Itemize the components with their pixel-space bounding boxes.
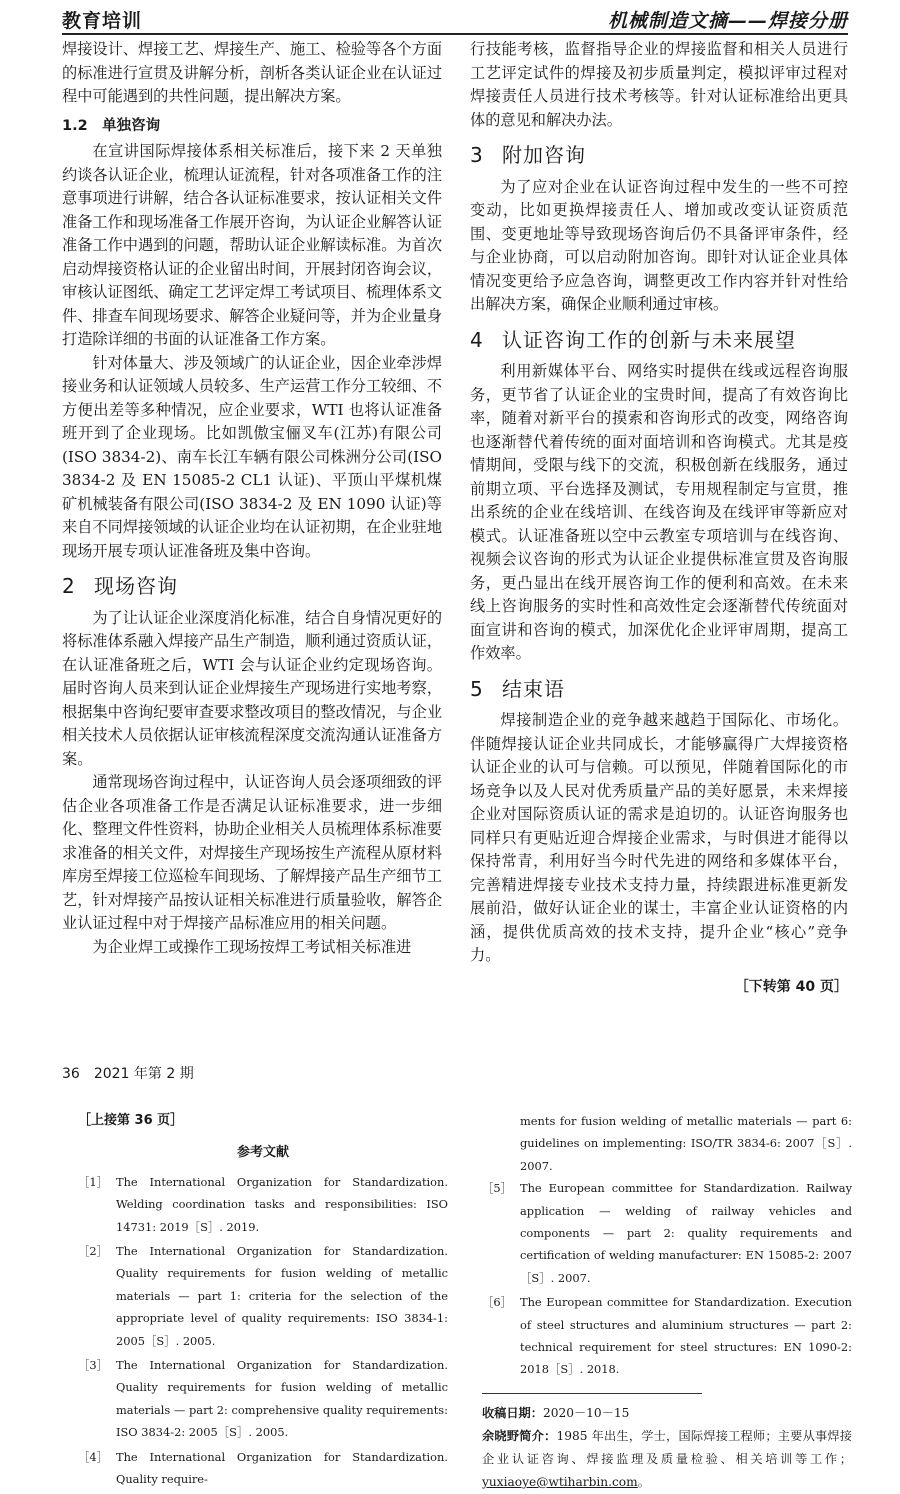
author-bio <box>482 1425 852 1494</box>
continued-from-note: ［上接第 36 页］ <box>78 1113 184 1128</box>
reference-text: The European committee for Standardization. Execution of steel structures and aluminium structures — part 2: technical requirement for steel structures: EN 1090-2: 2018［S］. 2018. <box>520 1295 852 1377</box>
section-number: 5 <box>470 676 484 701</box>
section-heading-5 <box>470 678 848 702</box>
subsection-heading-1-2: 1.2 单独咨询 <box>62 117 161 134</box>
reference-continuation: ments for fusion welding of metallic materials — part 6: guidelines on implementing: ISO/TR 3834-6: 2007［S］. 2007. <box>520 1114 852 1173</box>
reference-number: ［2］ <box>78 1244 109 1259</box>
author-email[interactable]: yuxiaoye@wtiharbin.com <box>482 1474 638 1489</box>
reference-number: ［4］ <box>78 1449 109 1464</box>
section-heading-3 <box>470 144 848 168</box>
section-number: 2 <box>62 574 76 598</box>
reference-number: ［5］ <box>482 1181 513 1196</box>
reference-text: The European committee for Standardization. Railway application — welding of railway vehicles and components — part 2: quality requirements and certification of welding manufacturer: EN 15085-2: 2007［S］. 2007. <box>520 1181 852 1285</box>
references-left <box>78 1110 448 1493</box>
author-end: 。 <box>637 1474 650 1489</box>
reference-text: The International Organization for Standardization. Quality requirements for fusion welding of metallic materials — part 2: comprehensive quality requirements: ISO 3834-2: 2005［S］. 2005. <box>116 1358 448 1440</box>
section-title: 认证咨询工作的创新与未来展望 <box>502 327 796 352</box>
reference-text: The International Organization for Standardization. Welding coordination tasks and responsibilities: ISO 14731: 2019［S］. 2019. <box>116 1174 448 1234</box>
section-heading-4 <box>470 329 848 353</box>
paragraph: 为了让认证企业深度消化标准，结合自身情况更好的将标准体系融入焊接产品生产制造，顺利通过资质认证，在认证准备班之后，WTI 会与认证企业约定现场咨询。届时咨询人员来到认证企业焊接生产现场进行实地考察，根据集中咨询纪要审查要求整改项目的整改情况，与企业相关技术人员依据认证审核流程深度交流沟通认证准备方案。 <box>62 608 442 768</box>
header-section-label: 教育培训 <box>62 10 143 32</box>
left-column <box>62 38 442 959</box>
references-title: 参考文献 <box>236 1145 289 1161</box>
page-footer: 36 2021 年第 2 期 <box>62 1066 194 1082</box>
section-title: 现场咨询 <box>94 574 178 598</box>
section-number: 4 <box>470 327 484 352</box>
paragraph: 在宣讲国际焊接体系相关标准后，接下来 2 天单独约谈各认证企业，梳理认证流程，针对各项准备工作的注意事项进行讲解，结合各认证标准要求，按认证相关文件准备工作和现场准备工作展开咨询，为认证企业解答认证准备工作中遇到的问题，帮助认证企业解读标准。为首次启动焊接资格认证的企业留出时间，开展封闭咨询会议，审核认证图纸、确定工艺评定焊工考试项目、梳理体系文件、排查车间现场要求、解答企业疑问等，并为企业量身打造除详细的书面的认证准备工作方案。 <box>62 142 442 348</box>
paragraph: 利用新媒体平台、网络实时提供在线或远程咨询服务，更节省了认证企业的宝贵时间，提高了有效咨询比率，随着对新平台的摸索和咨询形式的改变，网络咨询也逐渐替代着传统的面对面培训和咨询模式。尤其是疫情期间，受限与线下的交流，积极创新在线服务，通过前期立项、平台选择及测试，专用规程制定与宣贯，推出系统的企业在线培训、在线咨询及在线评审等新应对模式。认证准备班以空中云教室专项培训与在线咨询、视频会议咨询的形式为认证企业提供标准宣贯及咨询服务，更凸显出在线开展咨询工作的便利和高效。在未来线上咨询服务的实时性和高效性定会逐渐替代传统面对面宣讲和咨询的模式，加深优化企业评审周期，提高工作效率。 <box>470 362 848 662</box>
reference-number: ［3］ <box>78 1358 109 1373</box>
paragraph: 针对体量大、涉及领域广的认证企业，因企业牵涉焊接业务和认证领域人员较多、生产运营工作分工较细、不方便出差等多种情况，应企业要求，WTI 也将认证准备班开到了企业现场。比如凯傲宝俪叉车(江苏)有限公司(ISO 3834-2)、南车长江车辆有限公司株洲分公司(ISO 3834-2 及 EN 15085-2 CL1 认证)、平顶山平煤机煤矿机械装备有限公司(ISO 3834-2 及 EN 1090 认证)等来自不同焊接领域的认证企业均在认证初期，在企业驻地现场开展专项认证准备班及集中咨询。 <box>62 353 442 560</box>
reference-text: The International Organization for Standardization. Quality require- <box>116 1449 448 1487</box>
reference-item <box>78 1446 448 1491</box>
received-value: 2020－10－15 <box>542 1405 630 1420</box>
received-label: 收稿日期： <box>482 1405 543 1420</box>
section-title: 结束语 <box>502 676 565 701</box>
section-title: 附加咨询 <box>502 143 586 167</box>
paragraph: 焊接设计、焊接工艺、焊接生产、施工、检验等各个方面的标准进行宣贯及讲解分析，剖析各类认证企业在认证过程中可能遇到的共性问题，提出解决方案。 <box>62 40 442 105</box>
reference-item <box>482 1177 852 1289</box>
right-column <box>470 38 848 999</box>
section-heading-2 <box>62 575 442 599</box>
section-number: 3 <box>470 143 484 167</box>
page-header <box>0 0 900 36</box>
references-right <box>482 1110 852 1494</box>
reference-number: ［1］ <box>78 1174 109 1189</box>
reference-text: The International Organization for Standardization. Quality requirements for fusion welding of metallic materials — part 1: criteria for the selection of the appropriate level of quality requirements: ISO 3834-1: 2005［S］. 2005. <box>116 1244 448 1348</box>
received-date <box>482 1402 852 1425</box>
reference-item <box>78 1354 448 1444</box>
metadata-rule <box>482 1393 702 1394</box>
paragraph: 通常现场咨询过程中，认证咨询人员会逐项细致的评估企业各项准备工作是否满足认证标准要求，进一步细化、整理文件性资料，协助企业相关人员梳理体系标准要求准备的相关文件，对焊接生产现场按生产流程从原材料库房至焊接工位巡检车间现场、了解焊接产品生产细节工艺，针对焊接产品按认证相关标准进行质量验收，解答企业认证过程中对于焊接产品标准应用的相关问题。 <box>62 773 442 932</box>
paragraph: 为了应对企业在认证咨询过程中发生的一些不可控变动，比如更换焊接责任人、增加或改变认证资质范围、变更地址等导致现场咨询后仍不具备评审条件，经与企业协商，可以启动附加咨询。即针对认证企业具体情况变更给予应急咨询，调整更改工作内容并针对性给出解决方案，确保企业顺利通过审核。 <box>470 177 848 313</box>
paragraph: 焊接制造企业的竞争越来越趋于国际化、市场化。伴随焊接认证企业共同成长，才能够赢得广大焊接资格认证企业的认可与信赖。可以预见，伴随着国际化的市场竞争以及人民对优秀质量产品的美好愿景，未来焊接企业对国际资质认证的需求是迫切的。认证咨询服务也同样只有更贴近迎合焊接企业需求，与时俱进才能得以保持常青，利用好当今时代先进的网络和多媒体平台，完善精进焊接专业技术支持力量，持续跟进标准更新发展前沿，做好认证企业的谋士，丰富企业认证资格的内涵，提供优质高效的技术支持，提升企业“核心”竞争力。 <box>470 711 848 964</box>
reference-item <box>78 1171 448 1238</box>
header-journal-title: 机械制造文摘——焊接分册 <box>607 10 848 32</box>
continued-note: ［下转第 40 页］ <box>734 978 848 995</box>
paragraph: 为企业焊工或操作工现场按焊工考试相关标准进 <box>92 937 412 956</box>
paragraph: 行技能考核，监督指导企业的焊接监督和相关人员进行工艺评定试件的焊接及初步质量判定，模拟评审过程对焊接责任人员进行技术考核等。针对认证标准给出更具体的意见和解决办法。 <box>470 40 848 129</box>
author-label: 余晓野简介： <box>482 1428 557 1443</box>
header-rule <box>62 33 848 35</box>
author-text: 1985 年出生，学士，国际焊接工程师；主要从事焊接企业认证咨询、焊接监理及质量检验、相关培训等工作； <box>482 1428 852 1466</box>
reference-item <box>78 1240 448 1352</box>
reference-number: ［6］ <box>482 1295 513 1310</box>
reference-item <box>482 1291 852 1381</box>
